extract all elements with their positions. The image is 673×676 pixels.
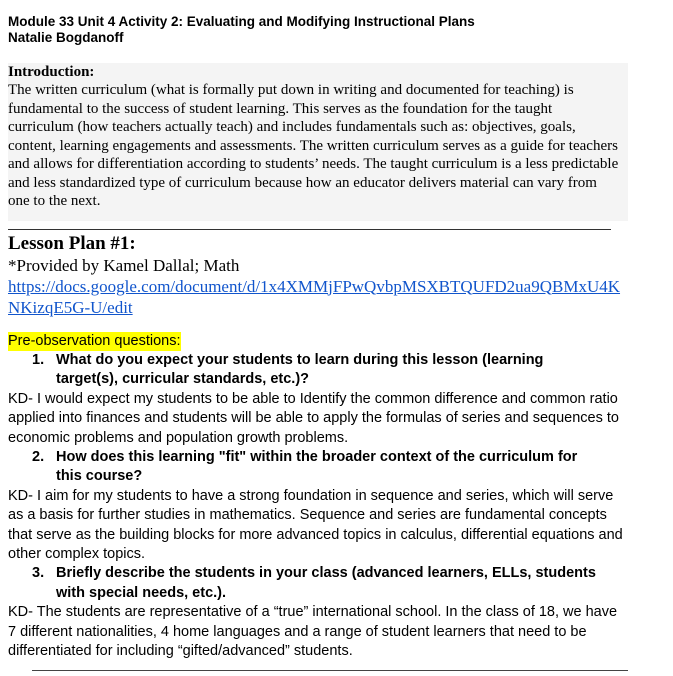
question-item (8, 564, 628, 603)
answer-text: KD- The students are representative of a “true” international school. In the class of 18, we have 7 different nationalities, 4 home languages and a range of student learners that need to be differentiated for including “gifted/advanced” students. (8, 604, 618, 659)
document-title: Module 33 Unit 4 Activity 2: Evaluating and Modifying Instructional Plans (8, 14, 475, 29)
lesson-plan-link[interactable]: https://docs.google.com/document/d/1x4XMMjFPwQvbpMSXBTQUFD2ua9QBMxU4KNKizqE5G-U/edit (8, 276, 621, 317)
author-name: Natalie Bogdanoff (8, 30, 124, 45)
lesson-plan-title: Lesson Plan #1: (8, 232, 136, 254)
question-number: 1. (32, 351, 45, 368)
bottom-divider (32, 670, 628, 671)
question-number: 2. (32, 448, 45, 465)
question-text: What do you expect your students to learn during this lesson (learning target(s), curricular standards, etc.)? (56, 351, 544, 388)
document-page (8, 14, 628, 661)
lesson-plan-provider: *Provided by Kamel Dallal; Math (8, 255, 240, 275)
answer-text: KD- I aim for my students to have a strong foundation in sequence and series, which will serve as a basis for further studies in mathematics. Sequence and series are fundamental concepts that serve as the building blocks for more advanced topics in calculus, differential equations and other complex topics. (8, 487, 623, 562)
pre-observation-heading: Pre-observation questions: (8, 332, 181, 351)
question-text: Briefly describe the students in your class (advanced learners, ELLs, students with special needs, etc.). (56, 565, 596, 601)
question-item (8, 448, 628, 487)
question-text: How does this learning "fit" within the broader context of the curriculum for this course? (56, 448, 578, 485)
question-item (8, 351, 628, 390)
horizontal-divider (8, 229, 611, 230)
introduction-heading: Introduction: (8, 64, 95, 80)
question-number: 3. (32, 565, 45, 582)
answer-text: KD- I would expect my students to be able to Identify the common difference and common ratio applied into finances and students will be able to apply the formulas of series and sequences to economic problems and population growth problems. (8, 390, 619, 446)
question-list (8, 351, 628, 662)
introduction-section (8, 63, 628, 221)
introduction-body: The written curriculum (what is formally put down in writing and documented for teaching) is fundamental to the success of student learning. This serves as the foundation for the taught curriculum (how teachers actually teach) and includes fundamentals such as: objectives, goals, content, learning engagements and assessments. The written curriculum serves as a guide for teachers and allows for differentiation according to students’ needs. The taught curriculum is a less predictable and less standardized type of curriculum because how an educator delivers material can vary from one to the next. (8, 82, 619, 209)
